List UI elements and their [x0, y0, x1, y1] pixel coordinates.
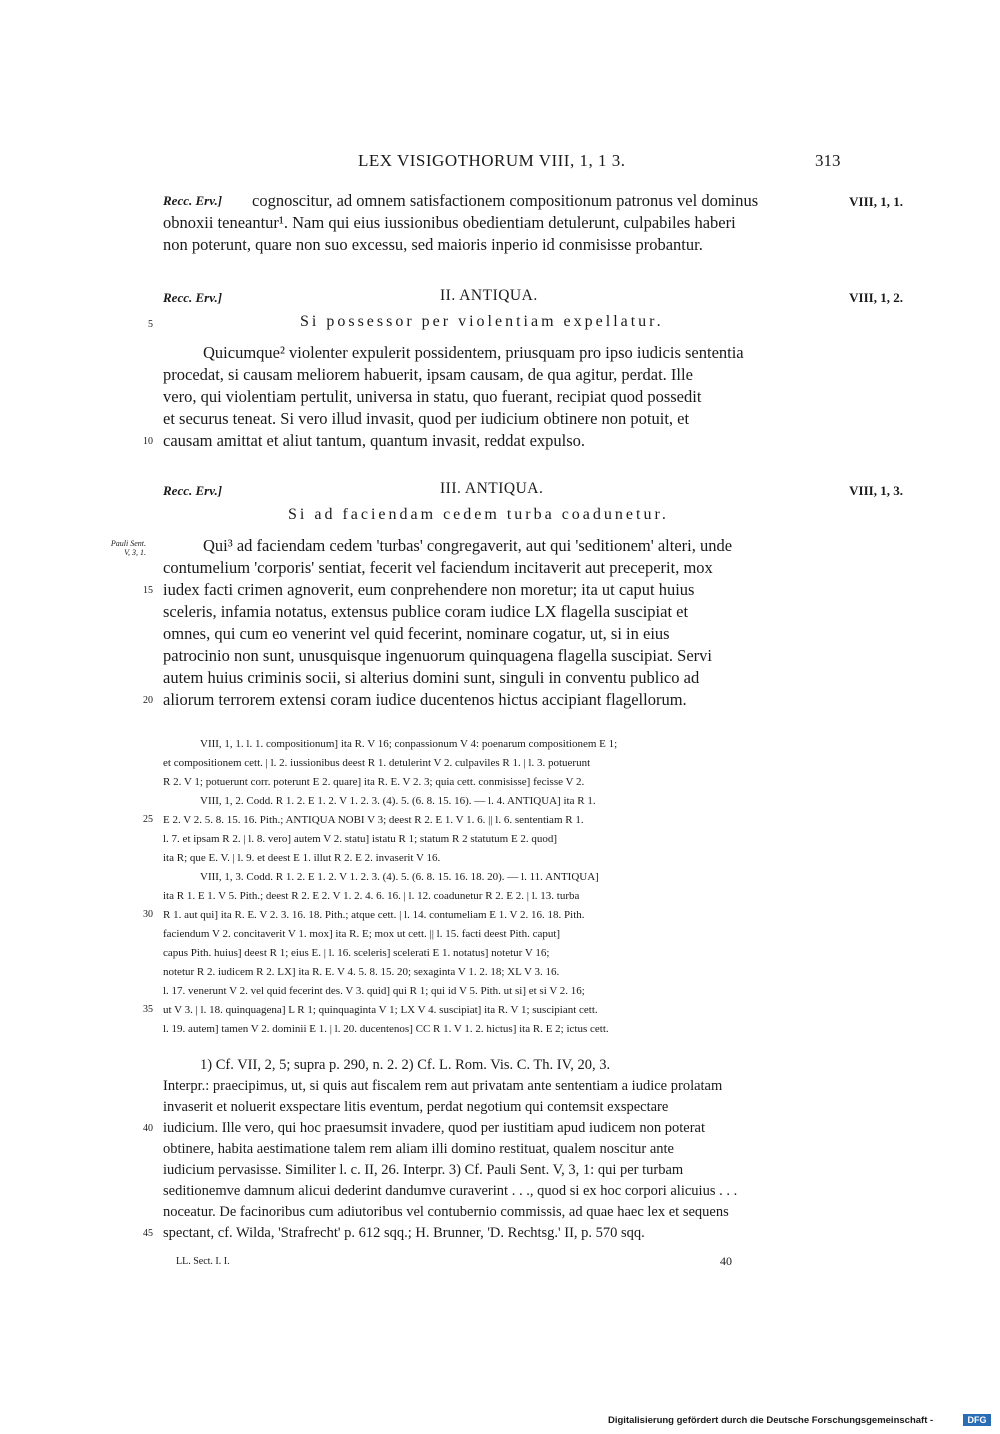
- text-line: obnoxii teneantur¹. Nam qui eius iussionibus obedientiam detulerunt, culpabiles haberi: [163, 213, 736, 232]
- recension-label: Recc. Erv.]: [163, 290, 223, 305]
- gathering-number: 40: [720, 1254, 732, 1268]
- text-line: autem huius criminis socii, si alterius domini sunt, singuli in conventu publico ad: [163, 668, 700, 687]
- apparatus-line: ita R 1. E 1. V 5. Pith.; deest R 2. E 2. V 1. 2. 4. 6. 16. | l. 12. coadunetur R 2. E 2. | l. 13. turba: [163, 890, 580, 902]
- footnote-line: seditionemve damnum alicui dederint dandumve curaverint . . ., quod si ex hoc corpori alicuius . . .: [163, 1183, 738, 1199]
- line-number: 40: [143, 1123, 153, 1134]
- section-heading: III. ANTIQUA.: [440, 480, 544, 497]
- line-number: 5: [148, 319, 153, 330]
- page-number: 313: [815, 151, 841, 170]
- source-reference: Pauli Sent. V, 3, 1.: [110, 539, 146, 557]
- margin-reference: VIII, 1, 2.: [849, 290, 903, 305]
- text-line: vero, qui violentiam pertulit, universa in statu, quo fuerant, recipiat quod possedit: [163, 387, 702, 406]
- apparatus-line: R 2. V 1; potuerunt corr. poterunt E 2. quare] ita R. E. V 2. 3; quia cett. conmisisse] fecisse V 2.: [163, 776, 585, 788]
- text-line: Qui³ ad faciendam cedem 'turbas' congregaverit, aut qui 'seditionem' alteri, unde: [203, 536, 733, 555]
- recension-label: Recc. Erv.]: [163, 193, 223, 208]
- text-line: patrocinio non sunt, unusquisque ingenuorum quinquagena flagella suscipiat. Servi: [163, 646, 712, 665]
- law-title: Si possessor per violentiam expellatur.: [300, 313, 664, 330]
- section-heading: II. ANTIQUA.: [440, 287, 538, 304]
- line-number: 10: [143, 436, 153, 447]
- text-line: et securus teneat. Si vero illud invasit, quod per iudicium obtinere non potuit, et: [163, 409, 690, 428]
- footnote-line: obtinere, habita aestimatione talem rem aliam illi domino restituat, qualem noscitur ante: [163, 1141, 674, 1157]
- footnote-line: iudicium. Ille vero, qui hoc praesumsit invadere, quod per iustitiam apud iudicem non poterat: [163, 1120, 706, 1136]
- text-line: contumelium 'corporis' sentiat, fecerit vel faciendum incitaverit aut preceperit, mox: [163, 558, 713, 577]
- text-line: aliorum terrorem extensi coram iudice ducentenos hictus accipiant flagellorum.: [163, 690, 687, 709]
- dfg-logo: DFG: [963, 1414, 991, 1426]
- footnote-line: invaserit et noluerit exspectare litis eventum, perdat negotium qui contemsit exspectare: [163, 1099, 669, 1115]
- footnote-line: spectant, cf. Wilda, 'Strafrecht' p. 612 sqq.; H. Brunner, 'D. Rechtsg.' II, p. 570 sqq.: [163, 1225, 645, 1241]
- apparatus-line: faciendum V 2. concitaverit V 1. mox] ita R. E; mox ut cett. || l. 15. facti deest Pith. caput]: [163, 928, 561, 940]
- line-number: 35: [143, 1004, 153, 1015]
- footnote-line: noceatur. De facinoribus cum adiutoribus vel contubernio commissis, ad quae haec lex et sequens: [163, 1204, 729, 1220]
- digitization-credit: Digitalisierung gefördert durch die Deutsche Forschungsgemeinschaft -: [608, 1415, 934, 1426]
- printer-signature: LL. Sect. I. I.: [176, 1256, 230, 1267]
- text-line: Quicumque² violenter expulerit possidentem, priusquam pro ipso iudicis sententia: [203, 343, 744, 362]
- text-line: cognoscitur, ad omnem satisfactionem compositionum patronus vel dominus: [252, 191, 759, 210]
- apparatus-line: notetur R 2. iudicem R 2. LX] ita R. E. V 4. 5. 8. 15. 20; sexaginta V 1. 2. 18; XL V 3. 16.: [163, 966, 560, 978]
- line-number: 45: [143, 1228, 153, 1239]
- footnote-line: Interpr.: praecipimus, ut, si quis aut fiscalem rem aut privatam ante sententiam a iudice prolatam: [163, 1078, 723, 1094]
- text-line: iudex facti crimen agnoverit, eum conprehendere non moretur; ita ut caput huius: [163, 580, 695, 599]
- line-number: 20: [143, 695, 153, 706]
- line-number: 30: [143, 909, 153, 920]
- apparatus-line: ita R; que E. V. | l. 9. et deest E 1. illut R 2. E 2. invaserit V 16.: [163, 852, 441, 864]
- recension-label: Recc. Erv.]: [163, 483, 223, 498]
- text-line: causam amittat et aliut tantum, quantum invasit, reddat expulso.: [163, 431, 586, 450]
- footnote-line: 1) Cf. VII, 2, 5; supra p. 290, n. 2. 2) Cf. L. Rom. Vis. C. Th. IV, 20, 3.: [200, 1057, 611, 1073]
- apparatus-line: capus Pith. huius] deest R 1; eius E. | l. 16. sceleris] scelerati E 1. notatus] notetur V 16;: [163, 947, 550, 959]
- text-line: procedat, si causam meliorem habuerit, ipsam causam, de qua agitur, perdat. Ille: [163, 365, 693, 384]
- text-line: omnes, qui cum eo venerint vel quid fecerint, nominare cogatur, ut, si in eius: [163, 624, 670, 643]
- text-line: sceleris, infamia notatus, extensus publice coram iudice LX flagella suscipiat et: [163, 602, 689, 621]
- apparatus-line: R 1. aut qui] ita R. E. V 2. 3. 16. 18. Pith.; atque cett. | l. 14. contumeliam E 1. V 2. 16. 18. Pith.: [163, 909, 585, 921]
- line-number: 25: [143, 814, 153, 825]
- margin-reference: VIII, 1, 1.: [849, 194, 903, 209]
- law-title: Si ad faciendam cedem turba coadunetur.: [288, 506, 669, 523]
- apparatus-line: l. 19. autem] tamen V 2. dominii E 1. | l. 20. ducentenos] CC R 1. V 1. 2. hictus] ita R. E 2; ictus cett.: [163, 1023, 609, 1035]
- apparatus-line: E 2. V 2. 5. 8. 15. 16. Pith.; ANTIQUA NOBI V 3; deest R 2. E 1. V 1. 6. || l. 6. sententiam R 1.: [163, 814, 584, 826]
- apparatus-line: l. 17. venerunt V 2. vel quid fecerint des. V 3. quid] qui R 1; qui id V 5. Pith. ut si] et si V 2. 16;: [163, 985, 585, 997]
- apparatus-line: et compositionem cett. | l. 2. iussionibus deest R 1. detulerint V 2. culpaviles R 1. | l. 3. potuerunt: [163, 757, 591, 769]
- line-number: 15: [143, 585, 153, 596]
- apparatus-line: VIII, 1, 3. Codd. R 1. 2. E 1. 2. V 1. 2. 3. (4). 5. (6. 8. 15. 16. 18. 20). — l. 11. ANTIQUA]: [200, 871, 599, 883]
- apparatus-line: l. 7. et ipsam R 2. | l. 8. vero] autem V 2. statu] istatu R 1; statum R 2 statutum E 2. quod]: [163, 833, 558, 845]
- apparatus-line: VIII, 1, 1. l. 1. compositionum] ita R. V 16; conpassionum V 4: poenarum compositionem E 1;: [200, 738, 618, 750]
- apparatus-line: ut V 3. | l. 18. quinquagena] L R 1; quinquaginta V 1; LX V 4. suscipiat] ita R. V 1; suscipiant cett.: [163, 1004, 598, 1016]
- text-line: non poterunt, quare non suo excessu, sed maioris inperio id conmisisse probantur.: [163, 235, 703, 254]
- margin-reference: VIII, 1, 3.: [849, 483, 903, 498]
- apparatus-line: VIII, 1, 2. Codd. R 1. 2. E 1. 2. V 1. 2. 3. (4). 5. (6. 8. 15. 16). — l. 4. ANTIQUA] ita R 1.: [200, 795, 596, 807]
- footnote-line: iudicium pervasisse. Similiter l. c. II, 26. Interpr. 3) Cf. Pauli Sent. V, 3, 1: qui per turbam: [163, 1162, 684, 1178]
- running-title: LEX VISIGOTHORUM VIII, 1, 1 3.: [358, 151, 626, 170]
